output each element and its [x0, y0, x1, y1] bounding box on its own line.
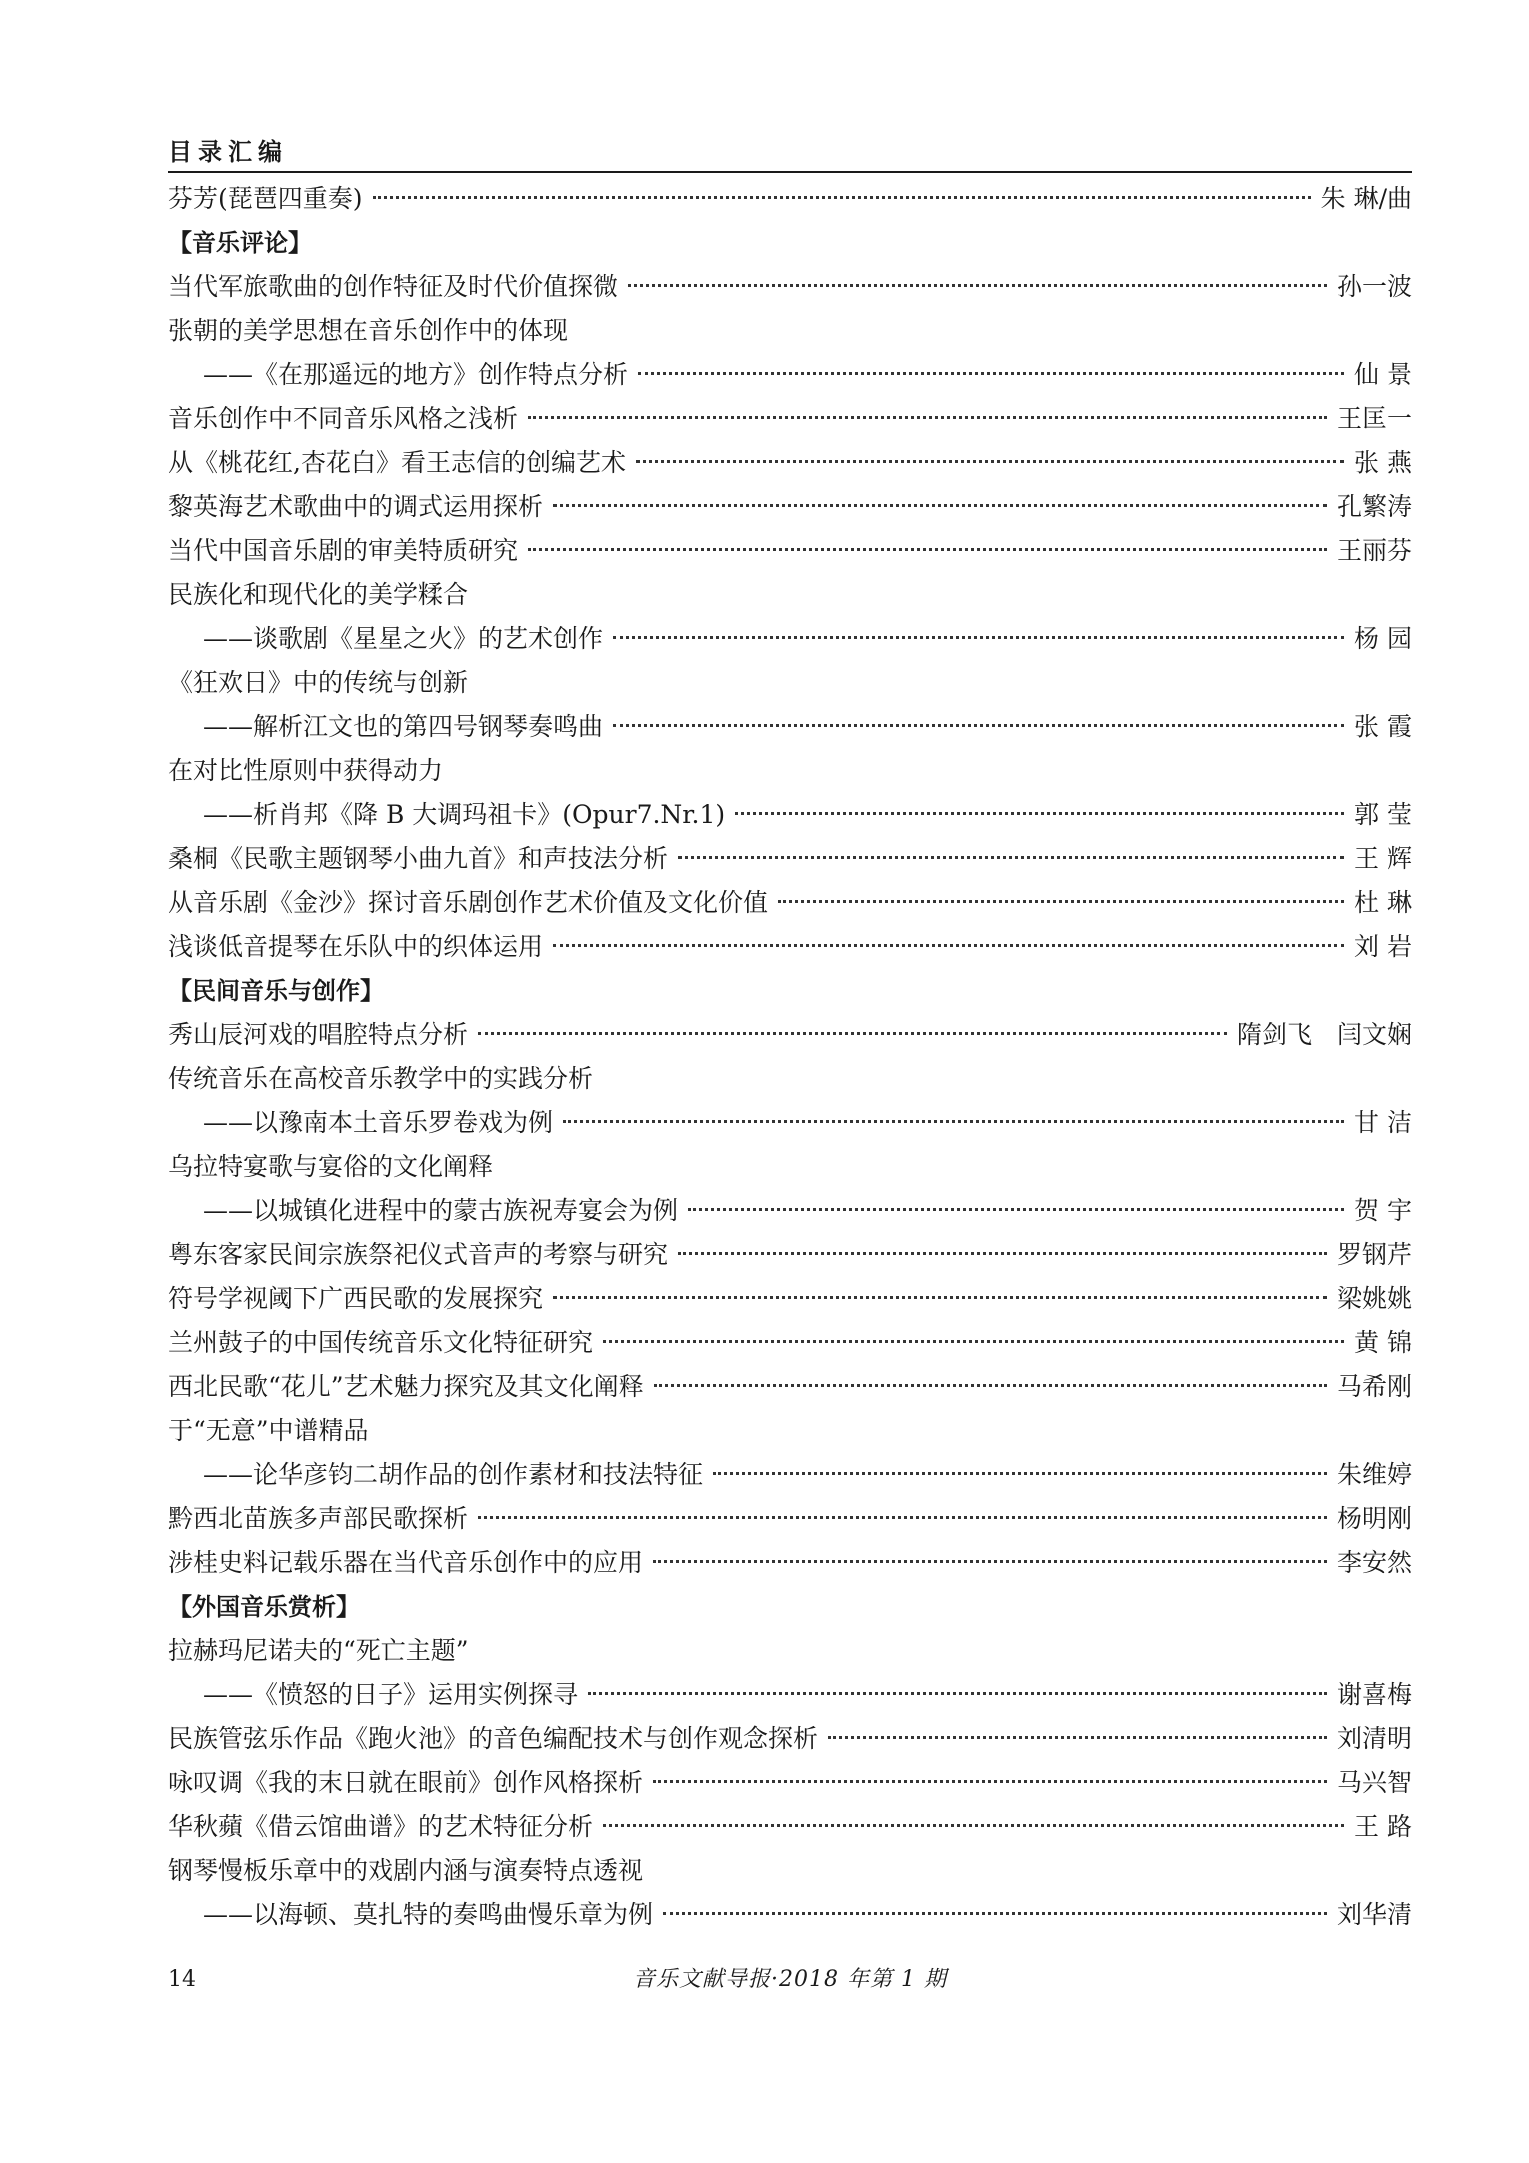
dot-leader	[528, 416, 1327, 419]
dot-leader	[613, 636, 1344, 639]
dot-leader	[713, 1472, 1327, 1475]
entry-title: 民族化和现代化的美学糅合	[168, 580, 469, 609]
toc-entry	[168, 1277, 1412, 1321]
page-number: 14	[168, 1967, 196, 1992]
entry-title: 西北民歌“花儿”艺术魅力探究及其文化阐释	[168, 1372, 644, 1401]
dot-leader	[603, 1340, 1344, 1343]
header-rule	[168, 171, 1412, 173]
dot-leader	[778, 900, 1344, 903]
toc-entry	[168, 1013, 1412, 1057]
entry-author: 王 路	[1354, 1812, 1412, 1841]
dot-leader	[628, 284, 1327, 287]
entry-title: 音乐创作中不同音乐风格之浅析	[168, 404, 519, 433]
entry-author: 郭 莹	[1354, 800, 1412, 829]
entry-author: 王 辉	[1354, 844, 1412, 873]
entry-title: 于“无意”中谱精品	[168, 1416, 369, 1445]
section-heading: 【音乐评论】	[168, 229, 312, 257]
dot-leader	[653, 1780, 1327, 1783]
toc-subtitle-row	[168, 617, 1412, 661]
entry-title: 粤东客家民间宗族祭祀仪式音声的考察与研究	[168, 1240, 669, 1269]
dot-leader	[735, 812, 1344, 815]
toc-subtitle-row	[168, 1893, 1412, 1937]
entry-author: 王匡一	[1336, 404, 1412, 433]
entry-title: 从《桃花红,杏花白》看王志信的创编艺术	[168, 448, 626, 477]
toc-entry	[168, 1233, 1412, 1277]
entry-subtitle: ——解析江文也的第四号钢琴奏鸣曲	[203, 712, 604, 741]
entry-author: 刘清明	[1336, 1724, 1412, 1753]
dot-leader	[828, 1736, 1327, 1739]
toc-entry	[168, 441, 1412, 485]
section-heading: 【外国音乐赏析】	[168, 1593, 360, 1621]
entry-subtitle: ——析肖邦《降 B 大调玛祖卡》(Opur7.Nr.1)	[203, 800, 726, 829]
entry-author: 马希刚	[1336, 1372, 1412, 1401]
toc-entry	[168, 485, 1412, 529]
dot-leader	[653, 1560, 1327, 1563]
toc-entry	[168, 1805, 1412, 1849]
toc-entry	[168, 837, 1412, 881]
entry-subtitle: ——以海顿、莫扎特的奏鸣曲慢乐章为例	[203, 1900, 654, 1929]
dot-leader	[636, 460, 1344, 463]
toc-entry	[168, 661, 1412, 705]
entry-author: 甘 洁	[1354, 1108, 1412, 1137]
entry-title: 涉桂史料记载乐器在当代音乐创作中的应用	[168, 1548, 644, 1577]
dot-leader	[678, 856, 1344, 859]
entry-title: 桑桐《民歌主题钢琴小曲九首》和声技法分析	[168, 844, 669, 873]
dot-leader	[478, 1516, 1327, 1519]
entry-author: 刘 岩	[1354, 932, 1412, 961]
entry-title: 钢琴慢板乐章中的戏剧内涵与演奏特点透视	[168, 1856, 644, 1885]
toc-entry	[168, 1145, 1412, 1189]
entry-author: 朱维婷	[1336, 1460, 1412, 1489]
entry-title: 当代中国音乐剧的审美特质研究	[168, 536, 519, 565]
entry-title: 华秋蘋《借云馆曲谱》的艺术特征分析	[168, 1812, 594, 1841]
toc-subtitle-row	[168, 1189, 1412, 1233]
entry-title: 民族管弦乐作品《跑火池》的音色编配技术与创作观念探析	[168, 1724, 819, 1753]
running-head: 目录汇编	[168, 138, 288, 166]
entry-author: 仙 景	[1354, 360, 1412, 389]
entry-title: 咏叹调《我的末日就在眼前》创作风格探析	[168, 1768, 644, 1797]
entry-subtitle: ——论华彦钧二胡作品的创作素材和技法特征	[203, 1460, 704, 1489]
toc-entry	[168, 1717, 1412, 1761]
entry-title: 芬芳(琵琶四重奏)	[168, 184, 363, 213]
section-heading: 【民间音乐与创作】	[168, 977, 384, 1005]
dot-leader	[563, 1120, 1344, 1123]
dot-leader	[478, 1032, 1227, 1035]
dot-leader	[638, 372, 1344, 375]
entry-subtitle: ——谈歌剧《星星之火》的艺术创作	[203, 624, 604, 653]
toc-entry	[168, 1321, 1412, 1365]
toc-entry	[168, 529, 1412, 573]
entry-subtitle: ——《愤怒的日子》运用实例探寻	[203, 1680, 579, 1709]
toc-entry	[168, 265, 1412, 309]
toc-entry	[168, 1409, 1412, 1453]
dot-leader	[588, 1692, 1327, 1695]
entry-title: 黎英海艺术歌曲中的调式运用探析	[168, 492, 544, 521]
toc-subtitle-row	[168, 793, 1412, 837]
entry-title: 拉赫玛尼诺夫的“死亡主题”	[168, 1636, 469, 1665]
entry-author: 马兴智	[1336, 1768, 1412, 1797]
toc-entry	[168, 1057, 1412, 1101]
entry-author: 李安然	[1336, 1548, 1412, 1577]
dot-leader	[663, 1912, 1327, 1915]
dot-leader	[528, 548, 1327, 551]
toc-entry	[168, 309, 1412, 353]
entry-author: 王丽芬	[1336, 536, 1412, 565]
dot-leader	[654, 1384, 1327, 1387]
entry-title: 符号学视阈下广西民歌的发展探究	[168, 1284, 544, 1313]
dot-leader	[603, 1824, 1344, 1827]
entry-author: 杨明刚	[1336, 1504, 1412, 1533]
entry-author: 刘华清	[1336, 1900, 1412, 1929]
entry-author: 孔繁涛	[1336, 492, 1412, 521]
dot-leader	[373, 196, 1311, 199]
dot-leader	[553, 1296, 1327, 1299]
toc-page	[168, 135, 1412, 1937]
dot-leader	[613, 724, 1344, 727]
entry-title: 《狂欢日》中的传统与创新	[168, 668, 469, 697]
entry-title: 乌拉特宴歌与宴俗的文化阐释	[168, 1152, 494, 1181]
table-of-contents	[168, 177, 1412, 1937]
entry-title: 浅谈低音提琴在乐队中的织体运用	[168, 932, 544, 961]
entry-author: 谢喜梅	[1336, 1680, 1412, 1709]
toc-entry	[168, 1497, 1412, 1541]
entry-author: 孙一波	[1336, 272, 1412, 301]
entry-title: 张朝的美学思想在音乐创作中的体现	[168, 316, 569, 345]
toc-entry	[168, 1761, 1412, 1805]
toc-subtitle-row	[168, 1101, 1412, 1145]
toc-entry	[168, 925, 1412, 969]
journal-issue: 音乐文献导报·2018 年第 1 期	[633, 1967, 947, 1992]
dot-leader	[678, 1252, 1327, 1255]
toc-subtitle-row	[168, 705, 1412, 749]
entry-author: 罗钢芹	[1336, 1240, 1412, 1269]
entry-subtitle: ——以城镇化进程中的蒙古族祝寿宴会为例	[203, 1196, 679, 1225]
toc-entry	[168, 1365, 1412, 1409]
entry-author: 隋剑飞 闫文娴	[1236, 1020, 1412, 1049]
toc-entry	[168, 177, 1412, 221]
toc-entry	[168, 573, 1412, 617]
toc-subtitle-row	[168, 353, 1412, 397]
entry-author: 梁姚姚	[1336, 1284, 1412, 1313]
toc-entry	[168, 1849, 1412, 1893]
entry-subtitle: ——以豫南本土音乐罗卷戏为例	[203, 1108, 554, 1137]
entry-title: 从音乐剧《金沙》探讨音乐剧创作艺术价值及文化价值	[168, 888, 769, 917]
toc-entry	[168, 397, 1412, 441]
toc-entry	[168, 749, 1412, 793]
entry-title: 兰州鼓子的中国传统音乐文化特征研究	[168, 1328, 594, 1357]
page-footer	[168, 1960, 1412, 2000]
entry-title: 传统音乐在高校音乐教学中的实践分析	[168, 1064, 594, 1093]
entry-author: 张 燕	[1354, 448, 1412, 477]
entry-author: 黄 锦	[1354, 1328, 1412, 1357]
entry-author: 朱 琳/曲	[1320, 184, 1412, 213]
entry-author: 杜 琳	[1354, 888, 1412, 917]
entry-subtitle: ——《在那遥远的地方》创作特点分析	[203, 360, 629, 389]
toc-entry	[168, 1629, 1412, 1673]
entry-author: 贺 宇	[1354, 1196, 1412, 1225]
dot-leader	[553, 504, 1327, 507]
entry-author: 杨 园	[1354, 624, 1412, 653]
toc-entry	[168, 881, 1412, 925]
entry-title: 黔西北苗族多声部民歌探析	[168, 1504, 469, 1533]
entry-title: 在对比性原则中获得动力	[168, 756, 444, 785]
toc-entry	[168, 1541, 1412, 1585]
dot-leader	[553, 944, 1344, 947]
toc-subtitle-row	[168, 1453, 1412, 1497]
toc-subtitle-row	[168, 1673, 1412, 1717]
entry-title: 秀山辰河戏的唱腔特点分析	[168, 1020, 469, 1049]
dot-leader	[688, 1208, 1344, 1211]
entry-author: 张 霞	[1354, 712, 1412, 741]
entry-title: 当代军旅歌曲的创作特征及时代价值探微	[168, 272, 619, 301]
